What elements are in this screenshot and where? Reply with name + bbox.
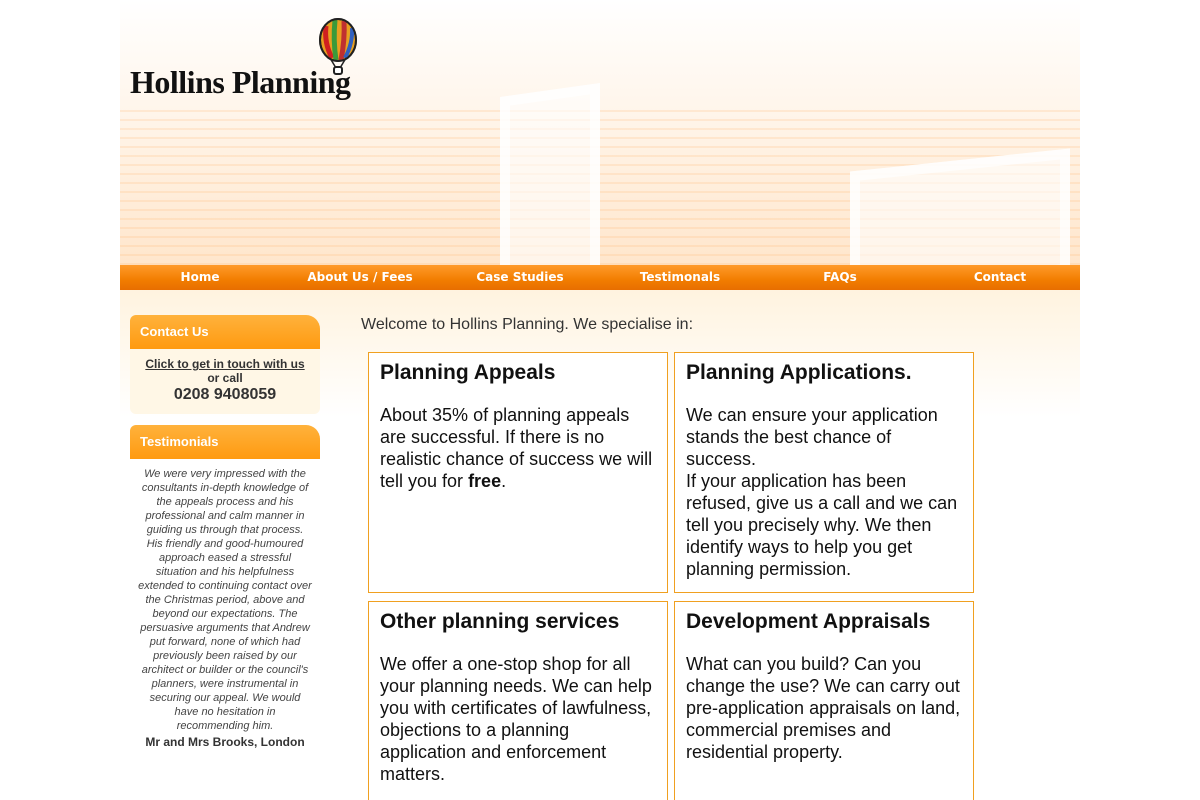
nav-testimonials[interactable]: Testimonals xyxy=(639,270,721,284)
contact-box-body xyxy=(130,349,320,414)
testimonial-quote: We were very impressed with the consultants in-depth knowledge of the appeals process and his professional and calm manner in guiding us through that process. His friendly and good-humoured approach eased a stressful situation and his helpfulness extended to continuing contact over the Christmas period, above and beyond our expectations. The persuasive arguments that Andrew put forward, none of which had previously been raised by our architect or builder or the council's planners, were instrumental in securing our appeal. We would have no hesitation in recommending him. xyxy=(138,468,312,732)
nav-contact[interactable]: Contact xyxy=(973,270,1027,284)
card-body xyxy=(380,404,656,492)
testimonial-author: Mr and Mrs Brooks, London xyxy=(145,735,305,749)
nav-about-fees[interactable]: About Us / Fees xyxy=(307,270,413,284)
contact-box xyxy=(130,315,320,414)
testimonials-box-body xyxy=(130,459,320,755)
card-body-suffix: . xyxy=(501,471,507,491)
header-banner xyxy=(120,0,1080,265)
testimonials-box xyxy=(130,425,320,755)
card-title: Planning Appeals xyxy=(380,361,556,384)
logo-text: Hollins Planning xyxy=(130,64,351,100)
card-title: Other planning services xyxy=(380,610,620,633)
nav-case-studies[interactable]: Case Studies xyxy=(476,270,564,284)
card-body-emphasis: free xyxy=(468,471,502,491)
card-planning-applications xyxy=(674,352,974,593)
card-body: We offer a one-stop shop for all your planning needs. We can help you with certificates of lawfulness, objections to a planning application and enforcement matters. xyxy=(380,654,652,784)
page xyxy=(120,0,1080,800)
card-title: Planning Applications. xyxy=(686,361,912,384)
banner-building-left xyxy=(500,83,600,265)
or-call-label: or call xyxy=(207,371,243,385)
card-other-planning-services xyxy=(368,601,668,800)
card-body-second: If your application has been refused, give us a call and we can tell you precisely why. We then identify ways to help you get planning permission. xyxy=(686,471,958,579)
logo[interactable] xyxy=(130,18,390,108)
nav-faqs[interactable]: FAQs xyxy=(823,270,857,284)
card-development-appraisals xyxy=(674,601,974,800)
nav-home[interactable]: Home xyxy=(180,270,220,284)
card-planning-appeals xyxy=(368,352,668,593)
card-body: What can you build? Can you change the use? We can carry out pre-application appraisals on land, commercial premises and residential property. xyxy=(686,654,961,762)
contact-link[interactable]: Click to get in touch with us xyxy=(145,357,305,371)
welcome-text: Welcome to Hollins Planning. We specialise in: xyxy=(361,316,694,333)
testimonials-box-title: Testimonials xyxy=(130,425,320,459)
card-body-text: About 35% of planning appeals are successful. If there is no realistic chance of success we will tell you for xyxy=(380,405,653,491)
card-body: We can ensure your application stands the best chance of success. xyxy=(686,405,938,469)
card-title: Development Appraisals xyxy=(686,610,931,633)
phone-number: 0208 9408059 xyxy=(173,386,277,403)
main-nav xyxy=(120,265,1080,290)
contact-box-title: Contact Us xyxy=(130,315,320,349)
